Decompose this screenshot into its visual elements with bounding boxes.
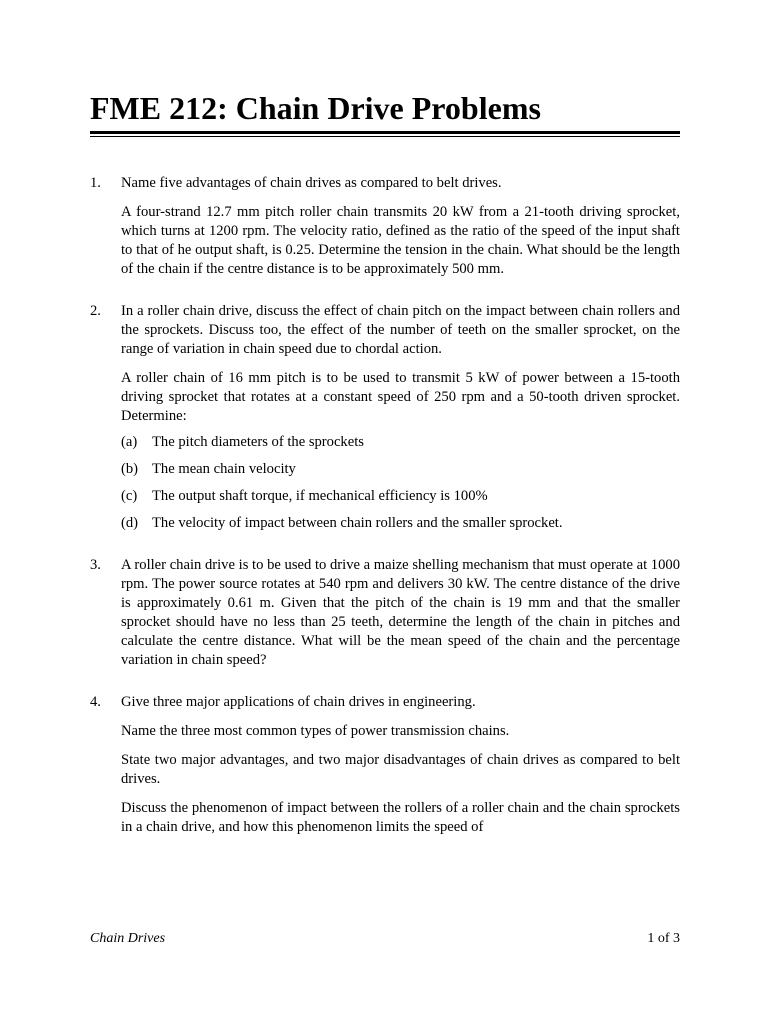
problem-paragraph: A roller chain of 16 mm pitch is to be used to transmit 5 kW of power between a 15-tooth driving sprocket that rotates at a constant speed of 250 rpm and a 50-tooth driven sprocket. Determine: [121, 370, 680, 424]
problem-number: 4. [90, 694, 101, 710]
sub-question-c [121, 487, 680, 506]
problem-paragraph: Discuss the phenomenon of impact between the rollers of a roller chain and the chain sprockets in a chain drive, and how this phenomenon limits the speed of [121, 800, 680, 835]
page-title: FME 212: Chain Drive Problems [90, 90, 541, 126]
problem-4 [90, 693, 680, 837]
sub-question-label: (b) [121, 461, 139, 477]
sub-question-text: The velocity of impact between chain rollers and the smaller sprocket. [152, 515, 563, 531]
sub-question-list [121, 433, 680, 533]
title-rule-thick [90, 131, 680, 134]
problem-paragraph: State two major advantages, and two major disadvantages of chain drives as compared to belt drives. [121, 752, 680, 787]
sub-question-b [121, 460, 680, 479]
problem-paragraph: A four-strand 12.7 mm pitch roller chain transmits 20 kW from a 21-tooth driving sprocket, which turns at 1200 rpm. The velocity ratio, defined as the ratio of the speed of the input shaft to that of he output shaft, is 0.25. Determine the tension in the chain. What should be the length of the chain if the centre distance is to be approximately 500 mm. [121, 204, 680, 277]
sub-question-label: (c) [121, 488, 138, 504]
sub-question-text: The pitch diameters of the sprockets [152, 434, 364, 450]
sub-question-label: (a) [121, 434, 138, 450]
problem-2 [90, 302, 680, 533]
problem-1 [90, 174, 680, 279]
sub-question-d [121, 514, 680, 533]
footer-page-number: 1 of 3 [647, 931, 680, 946]
problem-3 [90, 556, 680, 670]
sub-question-a [121, 433, 680, 452]
sub-question-text: The mean chain velocity [152, 461, 296, 477]
problem-paragraph: Name the three most common types of power transmission chains. [121, 723, 510, 739]
problem-paragraph: Give three major applications of chain drives in engineering. [121, 694, 476, 710]
title-rule-thin [90, 136, 680, 137]
sub-question-label: (d) [121, 515, 139, 531]
problem-paragraph: In a roller chain drive, discuss the effect of chain pitch on the impact between chain rollers and the sprockets. Discuss too, the effect of the number of teeth on the smaller sprocket, on the range of variation in chain speed due to chordal action. [121, 303, 680, 357]
footer-section-title: Chain Drives [90, 931, 166, 946]
problem-list [90, 174, 680, 860]
problem-paragraph: A roller chain drive is to be used to drive a maize shelling mechanism that must operate at 1000 rpm. The power source rotates at 540 rpm and delivers 30 kW. The centre distance of the drive is approximately 0.61 m. Given that the pitch of the chain is 19 mm and that the smaller sprocket should have no less than 25 teeth, determine the length of the chain in pitches and calculate the centre distance. What will be the mean speed of the chain and the percentage variation in chain speed? [121, 557, 680, 668]
sub-question-text: The output shaft torque, if mechanical efficiency is 100% [152, 488, 488, 504]
problem-number: 2. [90, 303, 101, 319]
problem-number: 1. [90, 175, 101, 191]
problem-paragraph: Name five advantages of chain drives as compared to belt drives. [121, 175, 502, 191]
problem-number: 3. [90, 557, 101, 573]
